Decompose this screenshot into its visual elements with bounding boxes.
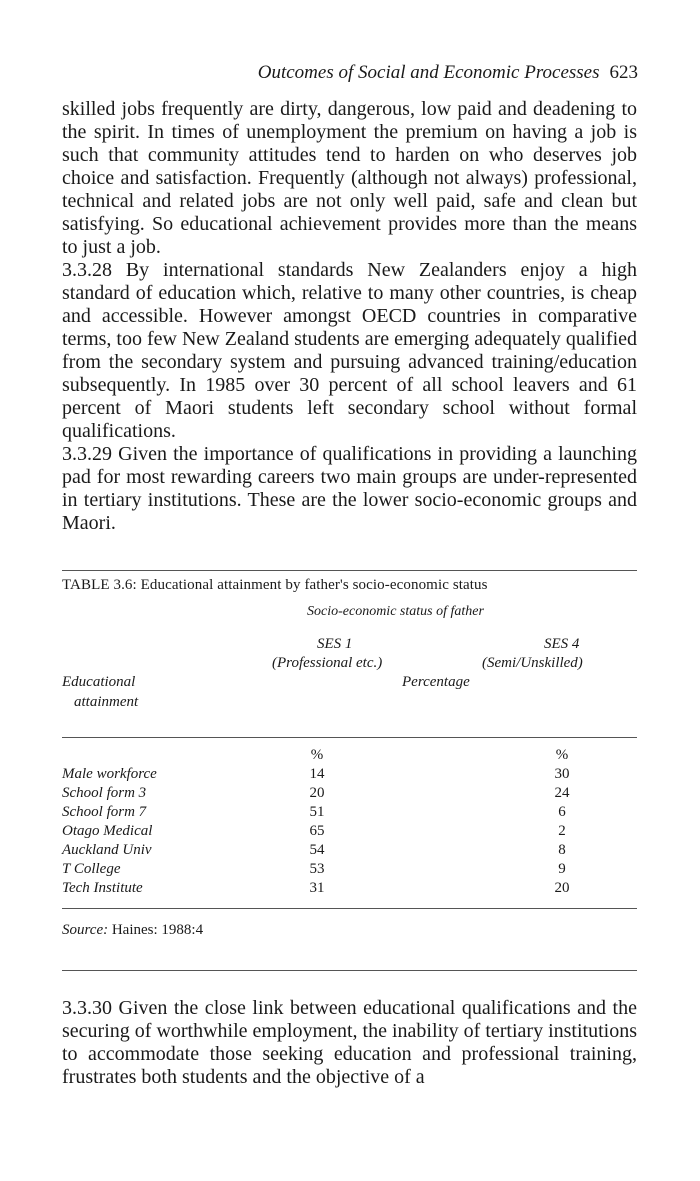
table-top-rule [62, 570, 637, 571]
running-header [258, 62, 638, 84]
paragraph-3-3-30: 3.3.30 Given the close link between educational qualifications and the securing of worthwhile employment, the inability of tertiary institutions to accommodate those seeking education and professional training, frustrates both students and the objective of a [62, 997, 637, 1088]
ses1-value: 65 [309, 823, 325, 839]
page-number: 623 [609, 62, 638, 83]
ses1-value: 20 [309, 785, 325, 801]
table-row [62, 842, 637, 860]
source-rule [62, 970, 637, 971]
ses4-value: 9 [558, 861, 566, 877]
row-label: Tech Institute [62, 880, 143, 896]
unit-symbol-ses4: % [555, 747, 569, 763]
ses4-value: 30 [554, 766, 570, 782]
ses4-value: 20 [554, 880, 570, 896]
ses1-value: 31 [309, 880, 325, 896]
unit-label: Percentage [402, 674, 470, 690]
body-text [62, 98, 637, 535]
ses1-value: 54 [309, 842, 325, 858]
source-text: Haines: 1988:4 [111, 922, 204, 938]
ses1-value: 51 [309, 804, 325, 820]
group-header: Socio-economic status of father [307, 604, 484, 619]
table-bottom-rule [62, 908, 637, 909]
ses1-value: 14 [309, 766, 325, 782]
unit-symbol-ses1: % [310, 747, 324, 763]
paragraph-3-3-28: 3.3.28 By international standards New Zealanders enjoy a high standard of education which, relative to many other countries, is cheap and accessible. However amongst OECD countries in comparative terms, too few New Zealand students are emerging adequately qualified from the secondary system and pursuing advanced training/education subsequently. In 1985 over 30 percent of all school leavers and 61 percent of Maori students left secondary school without formal qualifications. [62, 259, 637, 442]
row-header-line2: attainment [74, 694, 139, 710]
row-label: Auckland Univ [62, 842, 152, 858]
running-title: Outcomes of Social and Economic Processes [257, 62, 600, 83]
row-label: T College [62, 861, 121, 877]
ses1-value: 53 [309, 861, 325, 877]
paragraph-continuation: skilled jobs frequently are dirty, dangerous, low paid and deadening to the spirit. In times of unemployment the premium on having a job is such that community attitudes tend to harden on who deserves job choice and satisfaction. Frequently (although not always) professional, technical and related jobs are not only well paid, safe and clean but satisfying. So educational achievement provides more than the means to just a job. [62, 98, 637, 258]
ses4-value: 6 [558, 804, 566, 820]
paragraph-3-3-29: 3.3.29 Given the importance of qualifications in providing a launching pad for most rewarding careers two main groups are under-represented in tertiary institutions. These are the lower socio-economic groups and Maori. [62, 443, 637, 534]
ses4-value: 2 [558, 823, 566, 839]
row-label: Otago Medical [62, 823, 153, 839]
table-caption: TABLE 3.6: Educational attainment by father's socio-economic status [62, 577, 488, 593]
col2-subtitle: (Semi/Unskilled) [482, 655, 583, 671]
table-row [62, 804, 637, 822]
table-row [62, 823, 637, 841]
col1-title: SES 1 [317, 636, 353, 652]
table-row [62, 785, 637, 803]
table-row [62, 861, 637, 879]
header-rule [62, 737, 637, 738]
row-label: Male workforce [62, 766, 157, 782]
table-row [62, 880, 637, 898]
col2-title: SES 4 [544, 636, 580, 652]
table-source [62, 922, 203, 939]
source-label: Source: [62, 922, 109, 938]
row-label: School form 7 [62, 804, 147, 820]
row-header-line1: Educational [62, 674, 136, 690]
ses4-value: 24 [554, 785, 570, 801]
table-row [62, 766, 637, 784]
table-3-6 [62, 570, 637, 938]
ses4-value: 8 [558, 842, 566, 858]
row-label: School form 3 [62, 785, 147, 801]
col1-subtitle: (Professional etc.) [272, 655, 383, 671]
